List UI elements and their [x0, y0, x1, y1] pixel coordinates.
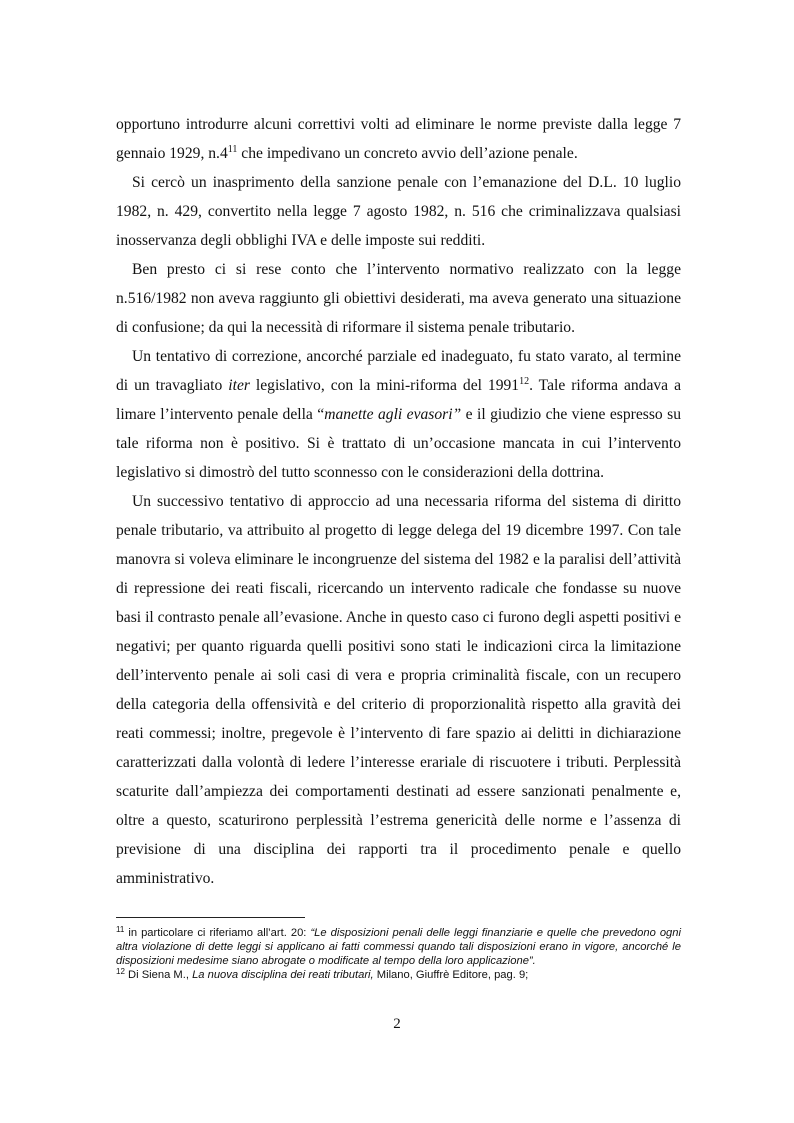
paragraph-5: Un successivo tentativo di approccio ad una necessaria riforma del sistema di diritto penale tributario, va attribuito al progetto di legge delega del 19 dicembre 1997. Con tale manovra si voleva eliminare le incongruenze del sistema del 1982 e la paralisi dell’attività di repressione dei reati fiscali, ricercando un intervento radicale che fondasse su nuove basi il contrasto penale all’evasione. Anche in questo caso ci furono degli aspetti positivi e negativi; per quanto riguarda quelli positivi sono stati le indicazioni circa la limitazione dell’intervento penale ai soli casi di vera e propria criminalità fiscale, con un recupero della categoria della offensività e del criterio di proporzionalità rispetto alla gravità dei reati commessi; inoltre, pregevole è l’intervento di fare spazio ai delitti in dichiarazione caratterizzati dalla volontà di ledere l’interesse erariale di riscuotere i tributi. Perplessità scaturite dall’ampiezza dei comportamenti destinati ad essere sanzionati penalmente e, oltre a questo, scaturirono perplessità l’estrema genericità delle norme e l’assenza di previsione di una disciplina dei rapporti tra il procedimento penale e quello amministrativo. [116, 493, 681, 887]
page-number: 2 [393, 1016, 401, 1032]
footnotes-section [116, 917, 681, 982]
footnote-11: $^{11}$ in particolare ci riferiamo all’art. 20: “Le disposizioni penali delle leggi finanziarie e quelle che prevedono ogni altra violazione di dette leggi si applicano ai fatti commessi quando tali disposizioni erano in vigore, ancorché le disposizioni medesime siano abrogate o modificate al tempo della loro applicazione”. [116, 925, 681, 967]
quoted-phrase: manette agli evasori” [324, 406, 462, 423]
footnote-number-12: 12 [116, 967, 125, 976]
footnote-ref-11[interactable]: 11 [227, 144, 238, 155]
body-text [116, 110, 681, 893]
iter-italic: iter [228, 377, 250, 394]
footnote-12-title: La nuova disciplina dei reati tributari, [192, 969, 374, 981]
paragraph-1: opportuno introdurre alcuni correttivi volti ad eliminare le norme previste dalla legge 7 gennaio 1929, $n.4^{11}$ che impedivano un concreto avvio dell’azione penale. [116, 116, 681, 162]
paragraph-2: Si cercò un inasprimento della sanzione penale con l’emanazione del D.L. 10 luglio 1982, n. 429, convertito nella legge 7 agosto 1982, n. 516 che criminalizzava qualsiasi inosservanza degli obblighi IVA e delle imposte sui redditi. [116, 174, 681, 249]
paragraph-4: Un tentativo di correzione, ancorché parziale ed inadeguato, fu stato varato, al termine di un travagliato iter legislativo, con la mini-riforma del 1991$^{12}$. Tale riforma andava a limare l’intervento penale della “manette agli evasori” e il giudizio che viene espresso su tale riforma non è positivo. Si è trattato di un’occasione mancata in cui l’intervento legislativo si dimostrò del tutto sconnesso con le considerazioni della dottrina. [116, 348, 681, 481]
footnote-divider [116, 917, 305, 918]
footnote-ref-12[interactable]: 12 [519, 376, 530, 387]
footnote-11-quote: “Le disposizioni penali delle leggi finanziarie e quelle che prevedono ogni altra violazione di dette leggi si applicano ai fatti commessi quando tali disposizioni erano in vigore, ancorché le disposizioni medesime siano abrogate o modificate al tempo della loro applicazione”. [116, 927, 681, 967]
footnote-12: $^{12}$ Di Siena M., La nuova disciplina dei reati tributari, Milano, Giuffrè Editore, pag. 9; [116, 967, 529, 981]
paragraph-3: Ben presto ci si rese conto che l’intervento normativo realizzato con la legge n.516/1982 non aveva raggiunto gli obiettivi desiderati, ma aveva generato una situazione di confusione; da qui la necessità di riformare il sistema penale tributario. [116, 261, 681, 336]
footnote-number-11: 11 [116, 925, 125, 934]
